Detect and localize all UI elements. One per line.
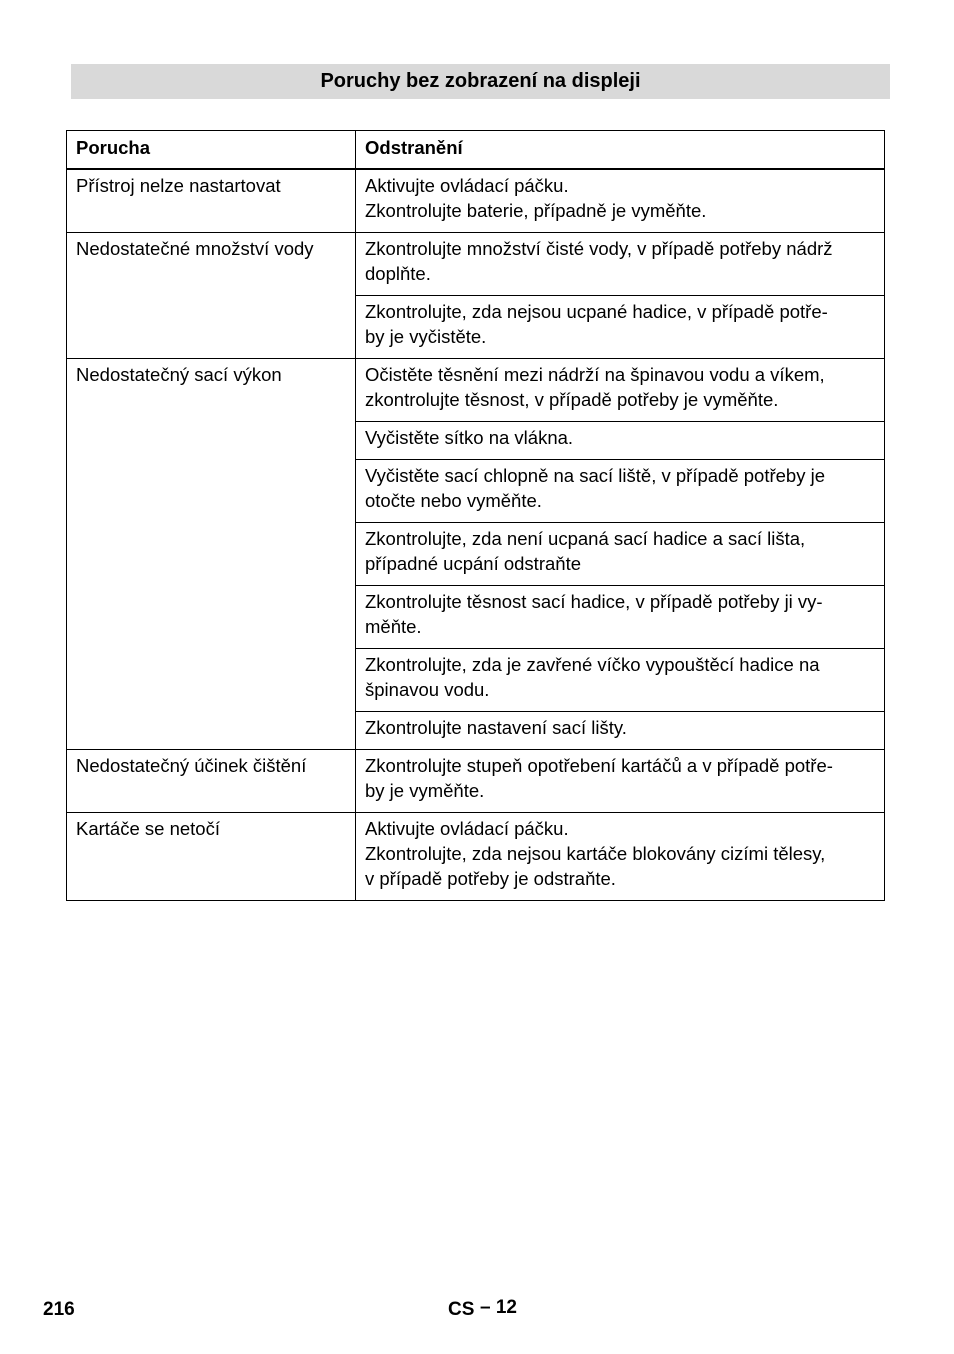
- table-row: [67, 750, 885, 813]
- column-header-fault: Porucha: [67, 131, 356, 170]
- remedy-line: by je vyčistěte.: [365, 326, 487, 347]
- remedy-line: Zkontrolujte baterie, případně je vyměňte.: [365, 200, 707, 221]
- remedy-line: špinavou vodu.: [365, 679, 490, 700]
- fault-cell: Kartáče se netočí: [67, 813, 356, 901]
- remedy-cell: [356, 523, 885, 586]
- remedy-line: případné ucpání odstraňte: [365, 553, 581, 574]
- remedy-line: v případě potřeby je odstraňte.: [365, 868, 616, 889]
- remedy-line: otočte nebo vyměňte.: [365, 490, 542, 511]
- table-row: [67, 169, 885, 233]
- remedy-cell: [356, 233, 885, 296]
- remedy-cell: [356, 813, 885, 901]
- remedy-line: doplňte.: [365, 263, 431, 284]
- remedy-cell: [356, 649, 885, 712]
- fault-cell: Přístroj nelze nastartovat: [67, 169, 356, 233]
- column-header-remedy: Odstranění: [356, 131, 885, 170]
- remedy-line: Zkontrolujte množství čisté vody, v případě potřeby nádrž: [365, 238, 833, 259]
- fault-cell: Nedostatečný účinek čištění: [67, 750, 356, 813]
- remedy-line: Zkontrolujte stupeň opotřebení kartáčů a v případě potře-: [365, 755, 833, 776]
- sub-page-number: – 12: [480, 1297, 517, 1318]
- remedy-line: zkontrolujte těsnost, v případě potřeby je vyměňte.: [365, 389, 779, 410]
- remedy-line: Vyčistěte sací chlopně na sací liště, v případě potřeby je: [365, 465, 826, 486]
- remedy-line: Aktivujte ovládací páčku.: [365, 175, 569, 196]
- remedy-line: Zkontrolujte, zda nejsou kartáče blokovány cizími tělesy,: [365, 843, 826, 864]
- table-header-row: [67, 131, 885, 170]
- remedy-cell: [356, 750, 885, 813]
- section-title: Poruchy bez zobrazení na displeji: [71, 64, 890, 99]
- fault-table: [66, 130, 885, 901]
- remedy-cell: [356, 359, 885, 422]
- remedy-cell: [356, 460, 885, 523]
- fault-cell: Nedostatečný sací výkon: [67, 359, 356, 750]
- page-number: 216: [43, 1299, 75, 1320]
- remedy-line: Aktivujte ovládací páčku.: [365, 818, 569, 839]
- remedy-line: Zkontrolujte, zda je zavřené víčko vypouštěcí hadice na: [365, 654, 820, 675]
- remedy-line: měňte.: [365, 616, 422, 637]
- remedy-cell: [356, 712, 885, 750]
- remedy-line: Zkontrolujte, zda nejsou ucpané hadice, v případě potře-: [365, 301, 828, 322]
- language-code: CS: [448, 1299, 475, 1320]
- table-row: [67, 359, 885, 422]
- remedy-line: Očistěte těsnění mezi nádrží na špinavou vodu a víkem,: [365, 364, 825, 385]
- remedy-line: Zkontrolujte těsnost sací hadice, v případě potřeby ji vy-: [365, 591, 823, 612]
- remedy-cell: [356, 296, 885, 359]
- table-row: [67, 813, 885, 901]
- remedy-line: Vyčistěte sítko na vlákna.: [365, 427, 574, 448]
- table-row: [67, 233, 885, 296]
- remedy-cell: [356, 169, 885, 233]
- remedy-line: Zkontrolujte, zda není ucpaná sací hadice a sací lišta,: [365, 528, 806, 549]
- remedy-line: by je vyměňte.: [365, 780, 485, 801]
- remedy-cell: [356, 422, 885, 460]
- remedy-line: Zkontrolujte nastavení sací lišty.: [365, 717, 627, 738]
- remedy-cell: [356, 586, 885, 649]
- fault-cell: Nedostatečné množství vody: [67, 233, 356, 359]
